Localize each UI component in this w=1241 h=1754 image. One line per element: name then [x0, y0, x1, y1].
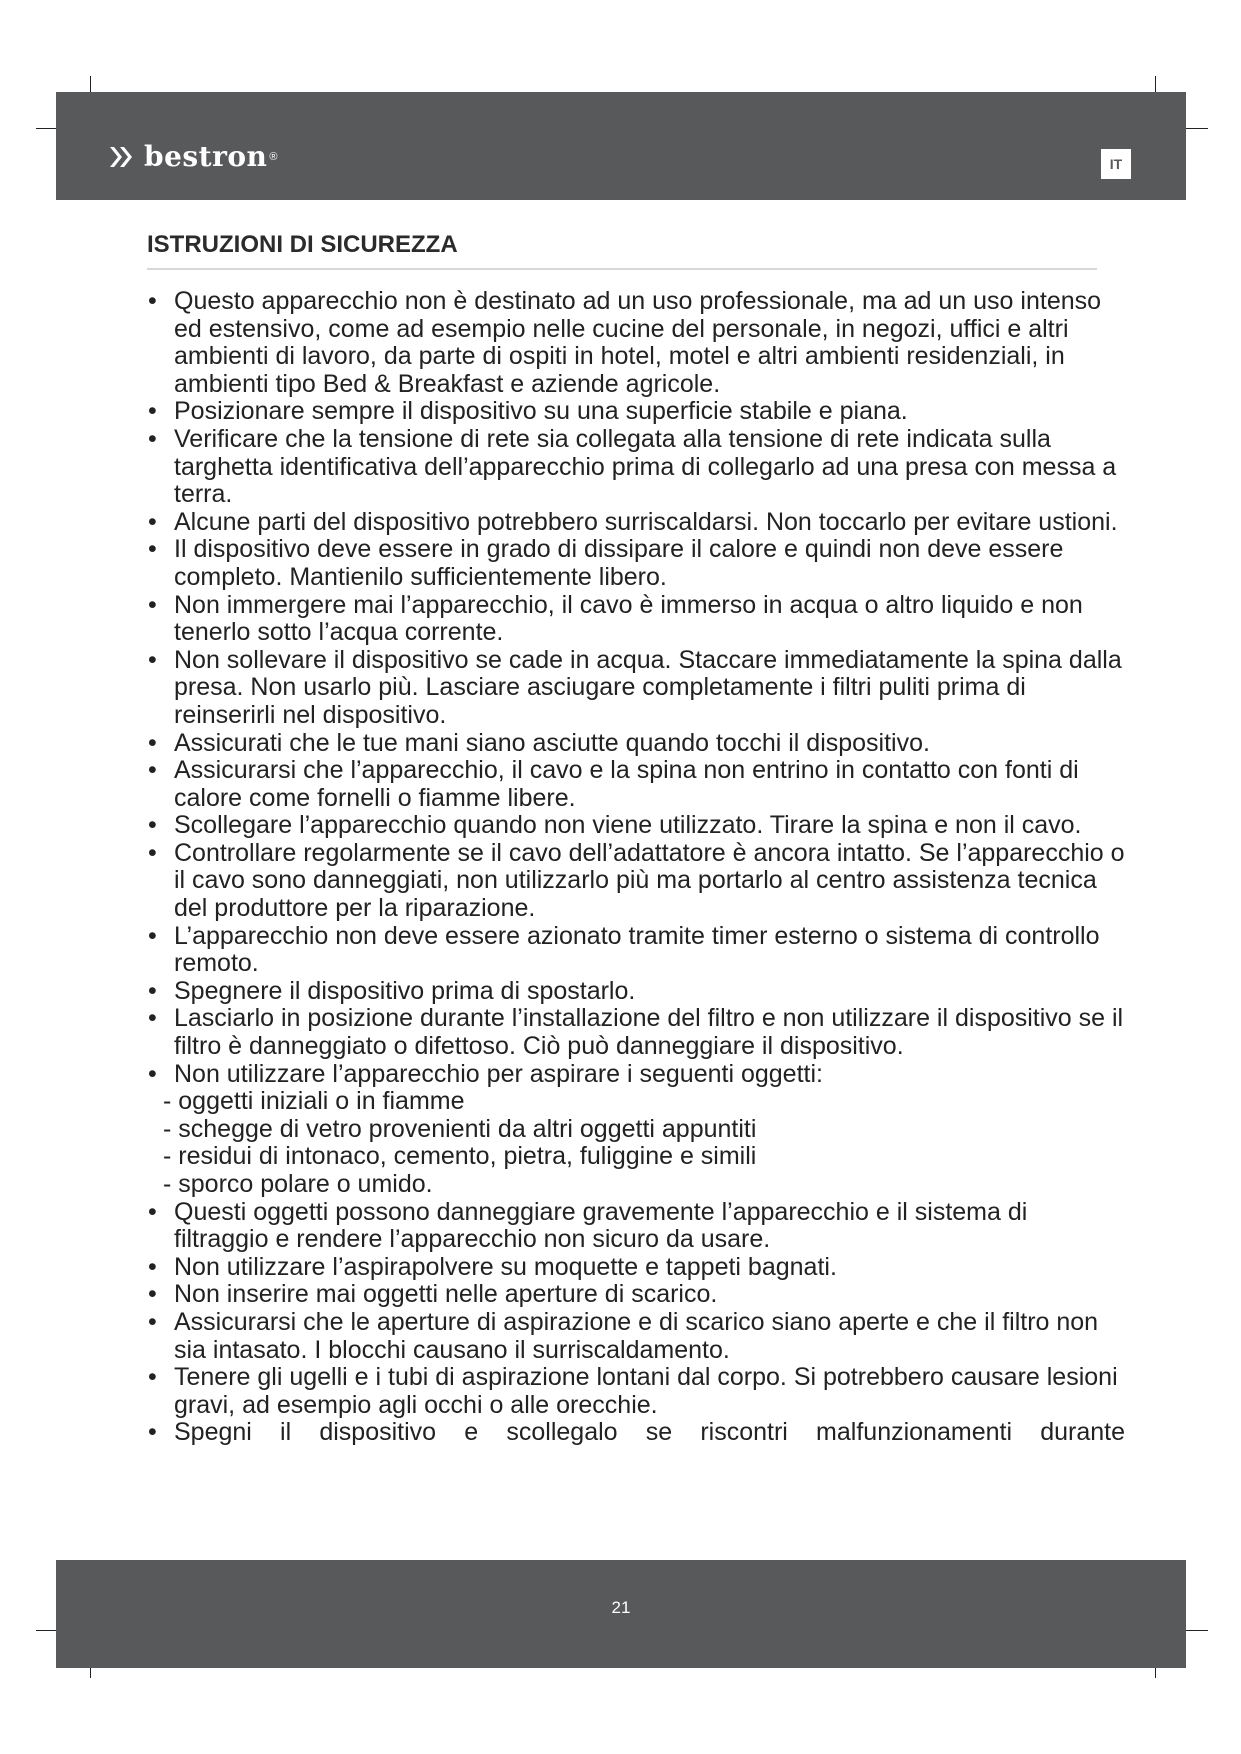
list-item: • Questi oggetti possono danneggiare gravemente l’apparecchio e il sistema di filtraggio e rendere l’apparecchio non sicuro da usare.: [145, 1199, 1125, 1254]
list-item: • Verificare che la tensione di rete sia collegata alla tensione di rete indicata sulla targhetta identificativa dell’apparecchio prima di collegarlo ad una presa con messa a terra.: [145, 426, 1125, 509]
list-item: • Spegni il dispositivo e scollegalo se riscontri malfunzionamenti durante: [145, 1419, 1125, 1447]
brand-name: bestron: [144, 140, 268, 173]
sub-list-item: - schegge di vetro provenienti da altri oggetti appuntiti: [163, 1114, 757, 1143]
safety-instructions: [145, 288, 1125, 1447]
list-item: • Non utilizzare l’apparecchio per aspirare i seguenti oggetti:: [145, 1061, 1125, 1089]
registered-mark: ®: [269, 150, 278, 163]
rule-list-continued: [145, 1199, 1125, 1447]
footer-band: [56, 1560, 1186, 1668]
list-item: • Questo apparecchio non è destinato ad un uso professionale, ma ad un uso intenso ed estensivo, come ad esempio nelle cucine del personale, in negozi, uffici e altri ambienti di lavoro, da parte di ospiti in hotel, motel e altri ambienti residenziali, in ambienti tipo Bed & Breakfast e aziende agricole.: [145, 288, 1125, 398]
header-band: [56, 92, 1186, 200]
list-item: • Controllare regolarmente se il cavo dell’adattatore è ancora intatto. Se l’apparecchio o il cavo sono danneggiati, non utilizzarlo più ma portarlo al centro assistenza tecnica del produttore per la riparazione.: [145, 840, 1125, 923]
rule-list: [145, 288, 1125, 1088]
list-item: • Non immergere mai l’apparecchio, il cavo è immerso in acqua o altro liquido e non tenerlo sotto l’acqua corrente.: [145, 592, 1125, 647]
list-item: • Non sollevare il dispositivo se cade in acqua. Staccare immediatamente la spina dalla presa. Non usarlo più. Lasciare asciugare completamente i filtri puliti prima di reinserirli nel dispositivo.: [145, 647, 1125, 730]
excluded-objects-list: [145, 1088, 1125, 1198]
list-item: • Posizionare sempre il dispositivo su una superficie stabile e piana.: [145, 398, 1125, 426]
sub-list-item: - sporco polare o umido.: [163, 1170, 433, 1198]
list-item: • Lasciarlo in posizione durante l’installazione del filtro e non utilizzare il dispositivo se il filtro è danneggiato o difettoso. Ciò può danneggiare il dispositivo.: [145, 1005, 1125, 1060]
sub-list-item: - oggetti iniziali o in fiamme: [163, 1087, 465, 1116]
section-title: ISTRUZIONI DI SICUREZZA: [147, 231, 458, 258]
language-badge: IT: [1101, 149, 1131, 179]
list-item: • Non inserire mai oggetti nelle aperture di scarico.: [145, 1281, 1125, 1309]
list-item: • Scollegare l’apparecchio quando non viene utilizzato. Tirare la spina e non il cavo.: [145, 812, 1125, 840]
list-item: • Assicurarsi che l’apparecchio, il cavo e la spina non entrino in contatto con fonti di calore come fornelli o fiamme libere.: [145, 757, 1125, 812]
list-item: • Assicurati che le tue mani siano asciutte quando tocchi il dispositivo.: [145, 730, 1125, 758]
list-item: • Non utilizzare l’aspirapolvere su moquette e tappeti bagnati.: [145, 1254, 1125, 1282]
brand-logo: [108, 140, 277, 173]
list-item: • L’apparecchio non deve essere azionato tramite timer esterno o sistema di controllo remoto.: [145, 923, 1125, 978]
page-number: 21: [611, 1598, 631, 1617]
chevron-logo-icon: [108, 143, 138, 171]
sub-list-item: - residui di intonaco, cemento, pietra, fuliggine e simili: [163, 1142, 757, 1171]
list-item: • Il dispositivo deve essere in grado di dissipare il calore e quindi non deve essere completo. Mantienilo sufficientemente libero.: [145, 536, 1125, 591]
list-item: • Tenere gli ugelli e i tubi di aspirazione lontani dal corpo. Si potrebbero causare lesioni gravi, ad esempio agli occhi o alle orecchie.: [145, 1364, 1125, 1419]
list-item: • Spegnere il dispositivo prima di spostarlo.: [145, 978, 1125, 1006]
list-item: • Assicurarsi che le aperture di aspirazione e di scarico siano aperte e che il filtro non sia intasato. I blocchi causano il surriscaldamento.: [145, 1309, 1125, 1364]
title-divider: [147, 268, 1097, 270]
list-item: • Alcune parti del dispositivo potrebbero surriscaldarsi. Non toccarlo per evitare ustioni.: [145, 509, 1125, 537]
